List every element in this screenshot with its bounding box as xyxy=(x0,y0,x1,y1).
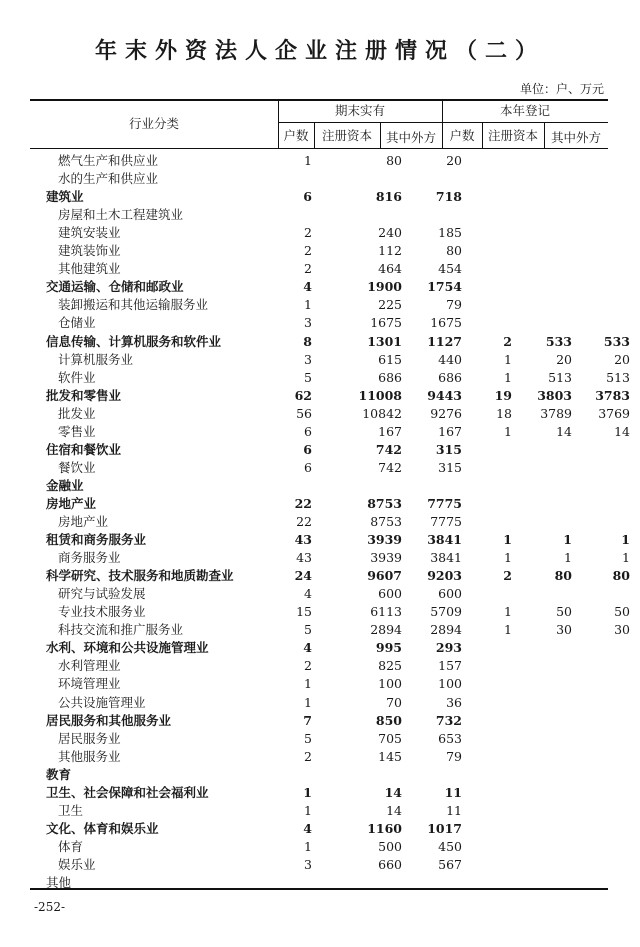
cell-c5: 533 xyxy=(545,333,572,349)
cell-c2: 1160 xyxy=(367,820,402,836)
row-label: 卫生 xyxy=(58,802,84,818)
cell-c4: 1 xyxy=(504,550,512,566)
row-label: 批发和零售业 xyxy=(46,387,122,403)
cell-c2: 742 xyxy=(375,441,402,457)
cell-c1: 1 xyxy=(304,838,312,854)
table-row xyxy=(30,820,608,838)
table-row xyxy=(30,838,608,856)
row-label: 居民服务业 xyxy=(58,730,121,746)
cell-c2: 1675 xyxy=(370,315,402,331)
row-label: 卫生、社会保障和社会福利业 xyxy=(46,784,209,800)
cell-c2: 14 xyxy=(386,802,402,818)
cell-c1: 1 xyxy=(304,153,312,168)
table-row xyxy=(30,477,608,495)
page-title: 年末外资法人企业注册情况（二） xyxy=(94,38,545,64)
cell-c3: 79 xyxy=(446,748,462,764)
cell-c2: 14 xyxy=(384,784,402,800)
cell-c3: 567 xyxy=(438,856,462,872)
header-bottom-rule xyxy=(30,148,608,149)
cell-c2: 2894 xyxy=(370,622,402,638)
row-label: 建筑安装业 xyxy=(58,225,121,241)
table-row xyxy=(30,351,630,369)
row-label: 计算机服务业 xyxy=(58,351,134,367)
cell-c5: 50 xyxy=(556,604,572,620)
table-row xyxy=(30,766,608,784)
row-label: 金融业 xyxy=(46,477,84,493)
cell-c3: 3841 xyxy=(430,550,462,566)
cell-c1: 1 xyxy=(304,802,312,818)
row-label: 水的生产和供应业 xyxy=(58,171,159,187)
row-label: 房屋和土木工程建筑业 xyxy=(58,207,184,223)
table-row xyxy=(30,495,608,513)
row-label: 燃气生产和供应业 xyxy=(58,153,159,168)
cell-c6: 14 xyxy=(614,423,630,439)
table-row xyxy=(30,784,608,802)
row-label: 环境管理业 xyxy=(58,676,121,692)
table-row xyxy=(30,152,608,170)
cell-c2: 995 xyxy=(375,640,402,656)
cell-c6: 1 xyxy=(621,532,630,548)
table-row xyxy=(30,694,608,712)
row-label: 公共设施管理业 xyxy=(58,694,146,710)
cell-c3: 718 xyxy=(435,189,462,205)
table-row xyxy=(30,314,608,332)
cell-c3: 732 xyxy=(435,712,462,728)
cell-c5: 3789 xyxy=(540,405,572,421)
row-label: 房地产业 xyxy=(46,495,97,511)
header-group-new: 本年登记 xyxy=(499,103,550,118)
row-label: 其他 xyxy=(46,875,72,890)
cell-c1: 5 xyxy=(304,622,312,638)
row-label: 科技交流和推广服务业 xyxy=(58,622,184,638)
table-row xyxy=(30,242,608,260)
header-col-capital: 注册资本 xyxy=(321,128,372,143)
cell-c3: 79 xyxy=(446,297,462,313)
cell-c2: 660 xyxy=(378,856,402,872)
table-row xyxy=(30,278,608,296)
row-label: 体育 xyxy=(58,838,84,854)
table-row xyxy=(30,730,608,748)
row-label: 科学研究、技术服务和地质勘查业 xyxy=(46,568,234,584)
cell-c3: 315 xyxy=(435,441,462,457)
cell-c3: 1675 xyxy=(430,315,462,331)
cell-c1: 3 xyxy=(304,351,312,367)
row-label: 商务服务业 xyxy=(58,550,121,566)
cell-c2: 705 xyxy=(378,730,402,746)
cell-c4: 1 xyxy=(503,532,512,548)
row-label: 水利、环境和公共设施管理业 xyxy=(46,640,209,656)
cell-c1: 24 xyxy=(294,568,312,584)
cell-c5: 20 xyxy=(556,351,572,367)
cell-c1: 5 xyxy=(304,730,312,746)
cell-c1: 43 xyxy=(296,550,312,566)
cell-c2: 3939 xyxy=(370,550,402,566)
cell-c4: 1 xyxy=(504,351,512,367)
cell-c1: 6 xyxy=(303,189,312,205)
cell-c6: 1 xyxy=(622,550,630,566)
row-label: 交通运输、仓储和邮政业 xyxy=(46,279,184,295)
table-row xyxy=(30,585,608,603)
cell-c1: 4 xyxy=(304,586,312,602)
table-row xyxy=(30,170,608,188)
table-row xyxy=(30,712,608,730)
cell-c2: 100 xyxy=(378,676,402,692)
cell-c3: 686 xyxy=(438,369,462,385)
row-label: 信息传输、计算机服务和软件业 xyxy=(46,333,222,349)
cell-c1: 62 xyxy=(294,387,312,403)
row-label: 装卸搬运和其他运输服务业 xyxy=(58,297,209,313)
cell-c4: 1 xyxy=(504,604,512,620)
cell-c3: 1017 xyxy=(427,820,462,836)
cell-c3: 9203 xyxy=(427,568,462,584)
cell-c2: 464 xyxy=(378,261,402,277)
cell-c6: 533 xyxy=(603,333,630,349)
cell-c6: 80 xyxy=(612,568,630,584)
table-row xyxy=(30,296,608,314)
row-label: 租赁和商务服务业 xyxy=(46,532,147,548)
cell-c3: 2894 xyxy=(430,622,462,638)
cell-c3: 9276 xyxy=(430,405,462,421)
row-label: 其他建筑业 xyxy=(58,261,121,277)
cell-c3: 600 xyxy=(438,586,462,602)
cell-c6: 513 xyxy=(606,369,630,385)
cell-c2: 225 xyxy=(378,297,402,313)
table-row xyxy=(30,405,630,423)
cell-c4: 2 xyxy=(503,333,512,349)
page-number: -252- xyxy=(34,900,66,914)
cell-c1: 1 xyxy=(304,297,312,313)
table-bottom-rule xyxy=(30,888,608,890)
table-top-rule xyxy=(30,99,608,101)
cell-c1: 7 xyxy=(303,712,312,728)
cell-c1: 6 xyxy=(304,459,312,475)
cell-c2: 600 xyxy=(378,586,402,602)
cell-c3: 11 xyxy=(446,802,462,818)
row-label: 仓储业 xyxy=(58,315,96,331)
cell-c3: 167 xyxy=(438,423,462,439)
table-row xyxy=(30,639,608,657)
cell-c4: 1 xyxy=(504,369,512,385)
cell-c1: 1 xyxy=(304,676,312,692)
header-col-count-new: 户数 xyxy=(449,128,475,143)
cell-c2: 70 xyxy=(386,694,402,710)
cell-c3: 36 xyxy=(446,694,462,710)
row-label: 专业技术服务业 xyxy=(58,604,146,620)
row-label: 娱乐业 xyxy=(58,856,96,872)
cell-c1: 15 xyxy=(296,604,312,620)
row-label: 研究与试验发展 xyxy=(58,586,146,602)
row-label: 房地产业 xyxy=(58,514,109,529)
cell-c3: 20 xyxy=(446,153,462,168)
row-label: 水利管理业 xyxy=(58,658,121,674)
cell-c1: 3 xyxy=(304,315,312,331)
cell-c2: 742 xyxy=(378,459,402,475)
cell-c4: 18 xyxy=(496,405,512,421)
table-row xyxy=(30,459,608,477)
cell-c2: 686 xyxy=(378,369,402,385)
cell-c1: 5 xyxy=(304,369,312,385)
header-group-end: 期末实有 xyxy=(334,103,385,118)
cell-c6: 50 xyxy=(614,604,630,620)
table-row xyxy=(30,802,608,820)
cell-c2: 8753 xyxy=(367,495,402,511)
cell-c5: 1 xyxy=(564,550,572,566)
cell-c2: 3939 xyxy=(367,532,402,548)
cell-c3: 80 xyxy=(446,243,462,259)
cell-c2: 6113 xyxy=(370,604,402,620)
cell-c6: 3769 xyxy=(598,405,630,421)
row-label: 批发业 xyxy=(58,405,96,421)
header-col-count: 户数 xyxy=(283,128,309,143)
cell-c3: 7775 xyxy=(427,495,462,511)
table-row xyxy=(30,333,630,351)
table-row xyxy=(30,369,630,387)
cell-c2: 816 xyxy=(375,189,402,205)
cell-c2: 145 xyxy=(378,748,402,764)
cell-c3: 9443 xyxy=(427,387,462,403)
row-label: 教育 xyxy=(46,766,72,782)
row-label: 居民服务和其他服务业 xyxy=(46,712,172,728)
table-row xyxy=(30,188,608,206)
table-row xyxy=(30,675,608,693)
header-col-capital-new: 注册资本 xyxy=(487,128,538,143)
cell-c2: 1301 xyxy=(367,333,402,349)
cell-c2: 9607 xyxy=(367,568,402,584)
cell-c4: 19 xyxy=(494,387,512,403)
row-label: 零售业 xyxy=(58,423,96,439)
cell-c1: 2 xyxy=(304,658,312,674)
cell-c2: 615 xyxy=(378,351,402,367)
cell-c3: 185 xyxy=(438,225,462,241)
cell-c3: 653 xyxy=(438,730,462,746)
cell-c1: 22 xyxy=(296,514,312,529)
cell-c1: 6 xyxy=(303,441,312,457)
cell-c1: 3 xyxy=(304,856,312,872)
cell-c2: 112 xyxy=(378,243,402,259)
cell-c1: 4 xyxy=(303,279,312,295)
header-category: 行业分类 xyxy=(128,116,179,131)
cell-c3: 1127 xyxy=(427,333,462,349)
cell-c6: 20 xyxy=(614,351,630,367)
cell-c3: 5709 xyxy=(430,604,462,620)
cell-c2: 850 xyxy=(375,712,402,728)
table-row xyxy=(30,441,608,459)
cell-c5: 3803 xyxy=(537,387,572,403)
table-row xyxy=(30,224,608,242)
cell-c1: 4 xyxy=(303,820,312,836)
row-label: 其他服务业 xyxy=(58,748,121,764)
cell-c2: 10842 xyxy=(362,405,402,421)
cell-c3: 100 xyxy=(438,676,462,692)
table-row xyxy=(30,513,608,531)
table-row xyxy=(30,423,630,441)
cell-c1: 2 xyxy=(304,748,312,764)
table-row xyxy=(30,621,630,639)
cell-c1: 22 xyxy=(294,495,312,511)
cell-c4: 1 xyxy=(504,622,512,638)
cell-c2: 1900 xyxy=(367,279,402,295)
row-label: 住宿和餐饮业 xyxy=(46,441,122,457)
table-row xyxy=(30,567,630,585)
cell-c1: 4 xyxy=(303,640,312,656)
cell-c2: 11008 xyxy=(358,387,402,403)
cell-c1: 1 xyxy=(304,694,312,710)
cell-c6: 30 xyxy=(614,622,630,638)
cell-c4: 2 xyxy=(503,568,512,584)
cell-c2: 167 xyxy=(378,423,402,439)
table-row xyxy=(30,549,630,567)
cell-c3: 11 xyxy=(444,784,462,800)
cell-c1: 1 xyxy=(303,784,312,800)
cell-c1: 8 xyxy=(303,333,312,349)
cell-c1: 2 xyxy=(304,261,312,277)
cell-c2: 8753 xyxy=(370,514,402,529)
cell-c1: 2 xyxy=(304,225,312,241)
cell-c2: 80 xyxy=(386,153,402,168)
cell-c5: 513 xyxy=(548,369,572,385)
table-row xyxy=(30,531,630,549)
row-label: 餐饮业 xyxy=(58,459,96,475)
table-row xyxy=(30,603,630,621)
table-row xyxy=(30,260,608,278)
cell-c3: 7775 xyxy=(430,514,462,529)
cell-c1: 2 xyxy=(304,243,312,259)
cell-c3: 450 xyxy=(438,838,462,854)
row-label: 文化、体育和娱乐业 xyxy=(46,820,159,836)
unit-label: 单位：户、万元 xyxy=(519,82,604,96)
cell-c5: 1 xyxy=(563,532,572,548)
cell-c3: 315 xyxy=(438,459,462,475)
table-row xyxy=(30,657,608,675)
cell-c3: 1754 xyxy=(427,279,462,295)
cell-c5: 80 xyxy=(554,568,572,584)
cell-c4: 1 xyxy=(504,423,512,439)
row-label: 建筑装饰业 xyxy=(58,243,121,259)
table-row xyxy=(30,856,608,874)
row-label: 软件业 xyxy=(58,369,96,385)
cell-c3: 3841 xyxy=(427,532,462,548)
cell-c5: 30 xyxy=(556,622,572,638)
table-row xyxy=(30,387,630,405)
cell-c2: 825 xyxy=(378,658,402,674)
cell-c1: 43 xyxy=(294,532,312,548)
cell-c1: 56 xyxy=(296,405,312,421)
cell-c6: 3783 xyxy=(595,387,630,403)
cell-c3: 157 xyxy=(438,658,462,674)
cell-c3: 440 xyxy=(438,351,462,367)
table-row xyxy=(30,206,608,224)
cell-c1: 6 xyxy=(304,423,312,439)
cell-c5: 14 xyxy=(556,423,572,439)
header-subrule xyxy=(278,122,608,123)
row-label: 建筑业 xyxy=(46,189,84,205)
cell-c3: 454 xyxy=(438,261,462,277)
header-col-foreign-new: 其中外方 xyxy=(550,130,601,145)
cell-c3: 293 xyxy=(435,640,462,656)
header-col-foreign: 其中外方 xyxy=(385,130,436,145)
table-row xyxy=(30,748,608,766)
cell-c2: 500 xyxy=(378,838,402,854)
cell-c2: 240 xyxy=(378,225,402,241)
